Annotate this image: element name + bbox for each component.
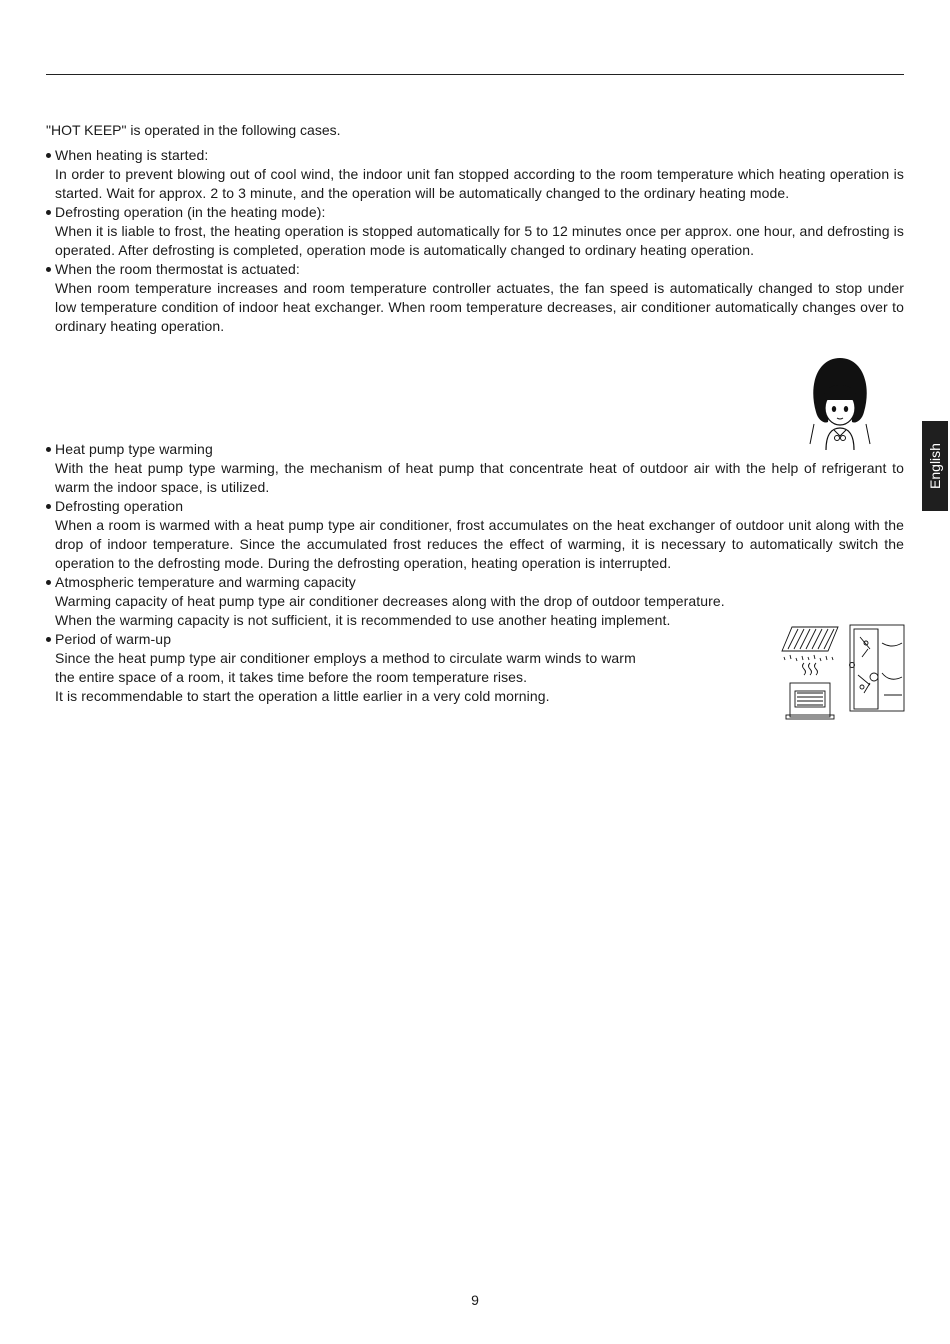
hotkeep-list: [46, 146, 904, 336]
item-body: When room temperature increases and room temperature controller actuates, the fan speed is automatically changed to stop under low temperature condition of indoor heat exchanger. When room temperature decreases, air conditioner automatically changes over to ordinary heating operation.: [55, 280, 904, 334]
list-item: [46, 630, 904, 706]
list-item: [46, 260, 904, 336]
language-tab: [922, 421, 948, 511]
list-item: [46, 146, 904, 203]
heatpump-list: [46, 440, 904, 706]
list-item: [46, 203, 904, 260]
item-body: When a room is warmed with a heat pump type air conditioner, frost accumulates on the heat exchanger of outdoor unit along with the drop of indoor temperature. Since the accumulated frost reduces the effect of warming, it is necessary to automatically switch the operation to the defrosting mode. During the defrosting operation, heating operation is interrupted.: [55, 517, 904, 571]
list-item: [46, 440, 904, 497]
item-body-line: the entire space of a room, it takes time before the room temperature rises.: [55, 669, 528, 685]
list-item: [46, 497, 904, 573]
language-tab-label: English: [927, 443, 943, 489]
top-rule: [46, 74, 904, 75]
item-body-line: It is recommendable to start the operation a little earlier in a very cold morning.: [55, 688, 550, 704]
item-body: With the heat pump type warming, the mechanism of heat pump that concentrate heat of outdoor air with the help of refrigerant to warm the indoor space, is utilized.: [55, 460, 904, 495]
item-body-line: When the warming capacity is not sufficient, it is recommended to use another heating implement.: [55, 612, 671, 628]
item-heading: Defrosting operation (in the heating mode):: [46, 203, 904, 222]
item-heading: Period of warm-up: [46, 630, 904, 649]
item-heading: When heating is started:: [46, 146, 904, 165]
item-heading: Defrosting operation: [46, 497, 904, 516]
intro-text: "HOT KEEP" is operated in the following cases.: [46, 122, 341, 138]
item-body: When it is liable to frost, the heating operation is stopped automatically for 5 to 12 minutes once per approx. one hour, and defrosting is operated. After defrosting is completed, operation mode is automatically changed to ordinary heating operation.: [55, 223, 904, 258]
winter-heater-illustration-icon: [778, 623, 906, 723]
girl-illustration-icon: [806, 354, 874, 454]
item-body: Warming capacity of heat pump type air conditioner decreases along with the drop of outdoor temperature.: [55, 593, 725, 609]
item-body: In order to prevent blowing out of cool wind, the indoor unit fan stopped according to the room temperature which heating operation is started. Wait for approx. 2 to 3 minute, and the operation will be automatically changed to the ordinary heating mode.: [55, 166, 904, 201]
list-item: [46, 573, 904, 630]
page-number: 9: [471, 1292, 479, 1308]
item-body: Since the heat pump type air conditioner employs a method to circulate warm winds to warm: [55, 650, 636, 666]
item-heading: Heat pump type warming: [46, 440, 904, 459]
item-heading: When the room thermostat is actuated:: [46, 260, 904, 279]
item-heading: Atmospheric temperature and warming capacity: [46, 573, 904, 592]
